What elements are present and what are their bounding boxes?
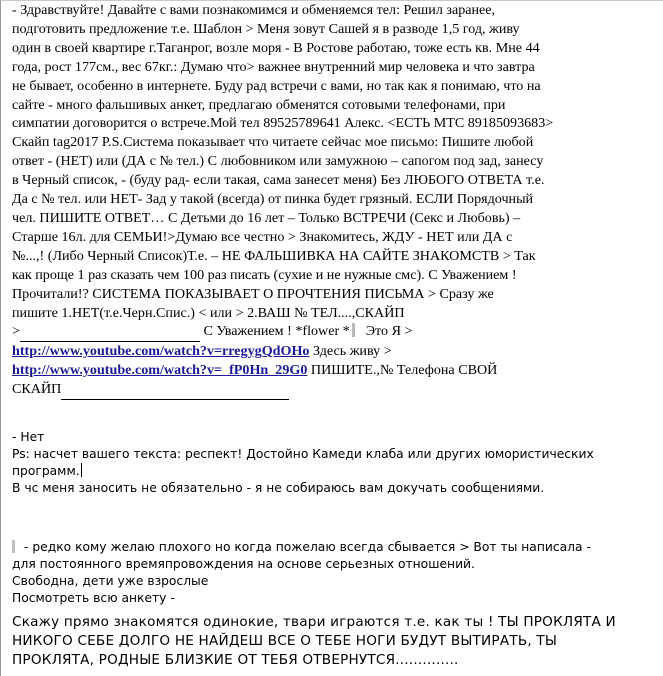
reply-text: программ. [12, 464, 80, 478]
reply-line: Ps: насчет вашего текста: респект! Достойно Камеди клаба или других юмористических [12, 447, 594, 461]
reply-line: для постоянного времяпровождения на основе серьезных отношений. [12, 557, 475, 571]
caps-text: ТЫ ПРОКЛЯТА И [498, 614, 616, 630]
message-line: - Здравствуйте! Давайте с вами познакомимся и обменяемся тел: Решил заранее, [12, 2, 496, 18]
message-line: года, рост 177см., вес 67кг.: Думаю что> важнее внутренний мир человека и что завтра [12, 58, 535, 75]
link-line-1 [12, 342, 660, 361]
link2-suffix: ПИШИТЕ.,№ Телефона СВОЙ [310, 362, 498, 379]
separator-bar [12, 540, 20, 553]
this-is-me-text: Это Я > [365, 323, 413, 340]
message-line: не бывает, особенно в интернете. Буду рад встречи с вами, но так как я понимаю, что на [12, 77, 541, 94]
reply-line: - Нет [12, 430, 45, 444]
youtube-link-2[interactable]: http://www.youtube.com/watch?v=_fP0Hn_29G0 [12, 362, 308, 379]
incoming-message [12, 1, 660, 400]
message-line: симпатии договорится о встрече.Мой тел 89525789641 Алекс. <ЕСТЬ МТС 89185093683> [12, 115, 554, 132]
reply-block-1 [12, 429, 660, 497]
message-line: №...,! (Либо Черный Список)Т.е. – НЕ ФАЛЬШИВКА НА САЙТЕ ЗНАКОМСТВ > Так [12, 247, 536, 264]
message-line: один в своей квартире г.Таганрог, возле моря - В Ростове работаю, тоже есть кв. Мне 44 [12, 39, 540, 56]
reply-text: - редко кому желаю плохого но когда пожелаю всегда сбывается > Вот ты написала - [24, 540, 591, 554]
message-line: как проще 1 раз сказать чем 100 раз писать (сухие и не нужные смс). С Уважением ! [12, 266, 517, 283]
caps-line [12, 613, 660, 632]
caps-block [12, 613, 660, 670]
reply-block-2 [12, 539, 660, 607]
message-line: в Черный список, - (буду рад- если такая, сама занесет меня) Без ЛЮБОГО ОТВЕТА т.е. [12, 172, 545, 189]
blank-underline [20, 322, 200, 342]
reply-line: В чс меня заносить не обязательно - я не собираюсь вам докучать сообщениями. [12, 481, 545, 495]
reply-line-with-cursor [12, 463, 660, 480]
message-line: ответ - (НЕТ) или (ДА с № тел.) С любовником или замужною – сапогом под зад, занесу [12, 153, 544, 170]
message-line: Скайп tag2017 P.S.Система показывает что читаете сейчас мое письмо: Пишите любой [12, 134, 534, 151]
reply-line [12, 539, 660, 556]
youtube-link-1[interactable]: http://www.youtube.com/watch?v=rregygQdOHo [12, 343, 310, 360]
message-line: сайте - много фальшивых анкет, предлагаю обменятся сотовыми телефонами, при [12, 96, 506, 113]
reply-line: Посмотреть всю анкету - [12, 591, 175, 605]
line-prefix: > [12, 323, 20, 340]
skype-label: СКАЙП [12, 381, 62, 398]
separator-bar [352, 323, 364, 337]
text-cursor [81, 463, 82, 477]
message-line: чел. ПИШИТЕ ОТВЕТ… С Детьми до 16 лет – Только ВСТРЕЧИ (Секс и Любовь) – [12, 209, 521, 226]
caps-line: НИКОГО СЕБЕ ДОЛГО НЕ НАЙДЕШ ВСЕ О ТЕБЕ НОГИ БУДУТ ВЫТИРАТЬ, ТЫ [12, 633, 558, 649]
regards-text: С Уважением ! *flower * [203, 323, 350, 340]
skype-underline [61, 380, 289, 400]
reply-text: Скажу прямо знакомятся одинокие, твари играются т.е. как ты ! [12, 614, 494, 630]
message-line: Да с № тел. или НЕТ- Зад у такой (всегда) от пинка будет грязный. ЕСЛИ Порядочный [12, 191, 534, 208]
message-line: пишите 1.НЕТ(т.е.Черн.Спис.) < или > 2.ВАШ № ТЕЛ....,СКАЙП [12, 304, 405, 321]
message-line: Старше 16л. для СЕМЬИ!>Думаю все честно > Знакомитесь, ЖДУ - НЕТ или ДА с [12, 228, 513, 245]
link-line-2 [12, 361, 660, 380]
message-line: Прочитали!? СИСТЕМА ПОКАЗЫВАЕТ О ПРОЧТЕНИЯ ПИСЬМА > Сразу же [12, 285, 494, 302]
message-line: подготовить предложение т.е. Шаблон > Меня зовут Сашей я в разводе 1,5 год, живу [12, 20, 520, 37]
skype-line [12, 380, 660, 400]
caps-line: ПРОКЛЯТА, РОДНЫЕ БЛИЗКИЕ ОТ ТЕБЯ ОТВЕРНУТСЯ.............. [12, 652, 459, 668]
link1-suffix: Здесь живу > [313, 343, 392, 360]
reply-line: Свободна, дети уже взрослые [12, 574, 209, 588]
regards-line [12, 322, 660, 342]
